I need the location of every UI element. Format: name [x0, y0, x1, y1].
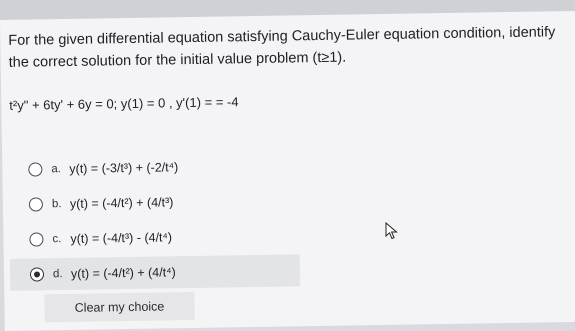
option-a[interactable] — [28, 155, 178, 181]
option-b[interactable] — [29, 190, 179, 216]
equation-text: t²y" + 6ty' + 6y = 0; y(1) = 0 , y'(1) = = -4 — [9, 94, 239, 113]
question-text: For the given differential equation satisfying Cauchy-Euler equation condition, identify the correct solution for the initial value problem (t≥1). — [8, 24, 556, 71]
option-b-letter: b. — [51, 198, 62, 211]
radio-a[interactable] — [28, 162, 42, 176]
option-d-letter: d. — [52, 268, 63, 281]
option-c-letter: c. — [52, 233, 62, 246]
question-card — [0, 11, 575, 331]
clear-choice-button[interactable]: Clear my choice — [44, 292, 194, 322]
option-c[interactable] — [29, 225, 179, 251]
radio-b[interactable] — [29, 197, 43, 211]
radio-c[interactable] — [29, 232, 43, 246]
option-d[interactable] — [30, 260, 180, 286]
option-a-text: y(t) = (-3/t³) + (-2/t⁴) — [69, 160, 179, 176]
option-a-letter: a. — [51, 163, 62, 176]
option-c-text: y(t) = (-4/t³) - (4/t⁴) — [70, 230, 173, 246]
mouse-pointer-icon — [385, 222, 399, 245]
option-d-text: y(t) = (-4/t²) + (4/t⁴) — [70, 265, 176, 281]
answer-options — [28, 155, 180, 297]
radio-d[interactable] — [30, 267, 44, 281]
option-b-text: y(t) = (-4/t²) + (4/t³) — [69, 195, 174, 211]
